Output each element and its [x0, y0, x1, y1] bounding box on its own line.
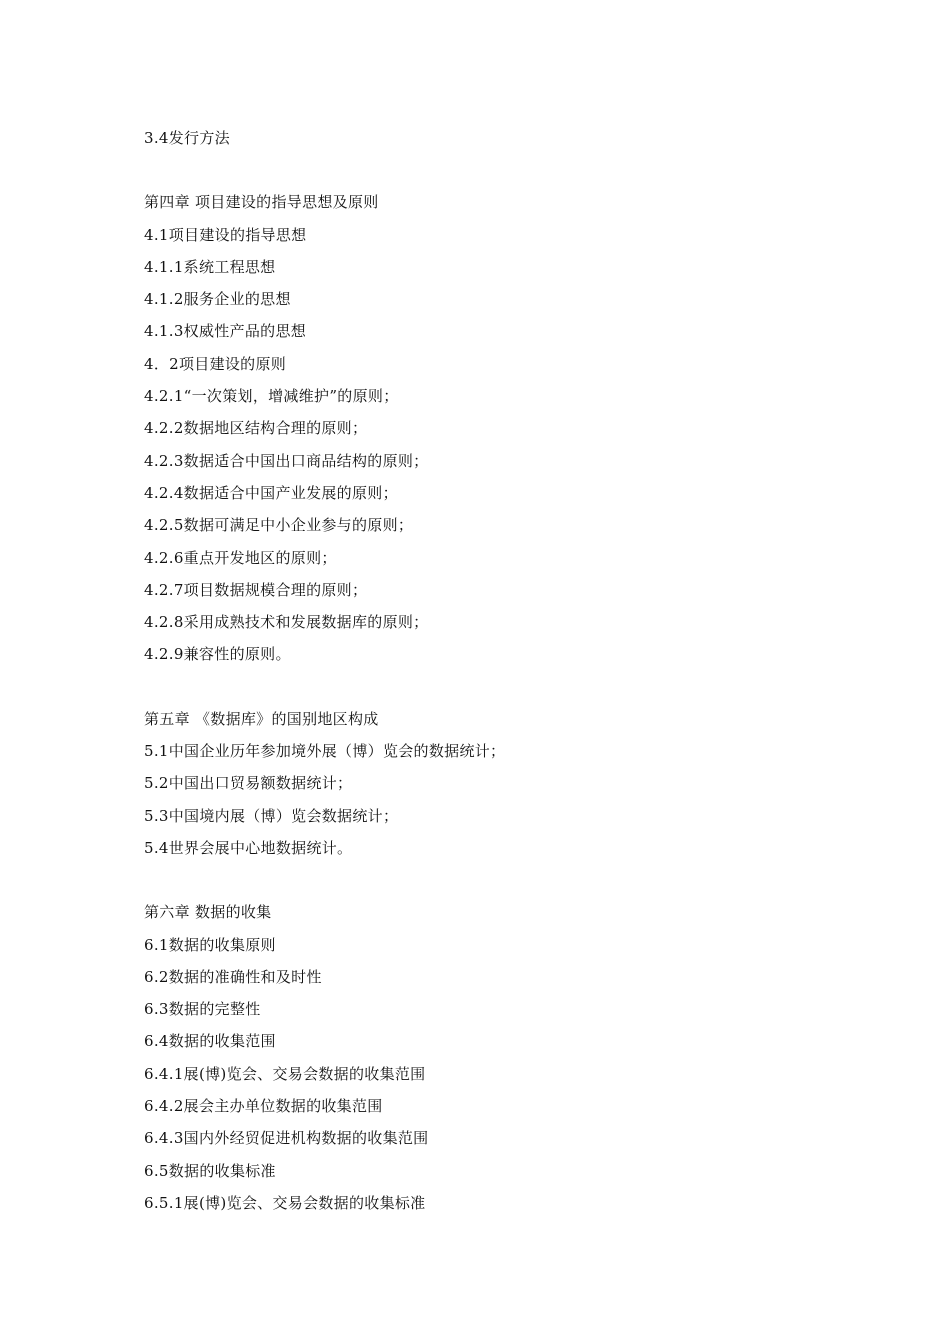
toc-line: 6.3数据的完整性: [144, 1000, 261, 1019]
toc-line: 4．2项目建设的原则: [144, 354, 287, 373]
toc-line: 4.1.3权威性产品的思想: [144, 322, 307, 341]
toc-line: 4.2.3数据适合中国出口商品结构的原则；: [144, 451, 429, 470]
toc-line: 4.2.8采用成熟技术和发展数据库的原则；: [144, 613, 429, 632]
toc-line: 6.2数据的准确性和及时性: [144, 967, 322, 986]
toc-line: 6.5.1展(博)览会、交易会数据的收集标准: [144, 1193, 426, 1212]
toc-line: 4.1.2服务企业的思想: [144, 290, 291, 309]
toc-line: 4.2.7项目数据规模合理的原则；: [144, 580, 368, 599]
toc-line: 4.2.5数据可满足中小企业参与的原则；: [144, 516, 414, 535]
toc-line: 3.4发行方法: [144, 129, 230, 147]
toc-line: 4.2.2数据地区结构合理的原则；: [144, 419, 368, 438]
toc-line: 6.4.1展(博)览会、交易会数据的收集范围: [144, 1064, 426, 1083]
toc-line: 4.2.9兼容性的原则。: [144, 645, 291, 664]
chapter-heading: 第四章 项目建设的指导思想及原则: [144, 193, 379, 212]
chapter-heading: 第五章 《数据库》的国别地区构成: [144, 709, 379, 728]
chapter-heading: 第六章 数据的收集: [144, 903, 272, 922]
section-3-4: [144, 126, 864, 158]
section-chapter-6: [144, 900, 864, 1223]
toc-line: 4.1.1系统工程思想: [144, 257, 276, 276]
toc-line: 4.1项目建设的指导思想: [144, 225, 307, 244]
toc-line: 4.2.1“一次策划，增减维护”的原则；: [144, 387, 399, 406]
toc-line: 4.2.6重点开发地区的原则；: [144, 548, 337, 567]
toc-line: 6.1数据的收集原则: [144, 935, 276, 954]
toc-line: 6.5数据的收集标准: [144, 1161, 276, 1180]
toc-line: 5.1中国企业历年参加境外展（博）览会的数据统计；: [144, 742, 506, 761]
table-of-contents: [144, 126, 864, 1223]
toc-line: 6.4.3国内外经贸促进机构数据的收集范围: [144, 1129, 429, 1148]
toc-line: 5.2中国出口贸易额数据统计；: [144, 774, 353, 793]
toc-line: 4.2.4数据适合中国产业发展的原则；: [144, 483, 398, 502]
toc-line: 5.3中国境内展（博）览会数据统计；: [144, 806, 399, 825]
section-chapter-5: [144, 707, 864, 868]
toc-line: 6.4.2展会主办单位数据的收集范围: [144, 1097, 383, 1116]
section-chapter-4: [144, 190, 864, 674]
toc-line: 5.4世界会展中心地数据统计。: [144, 838, 353, 857]
toc-line: 6.4数据的收集范围: [144, 1032, 276, 1051]
